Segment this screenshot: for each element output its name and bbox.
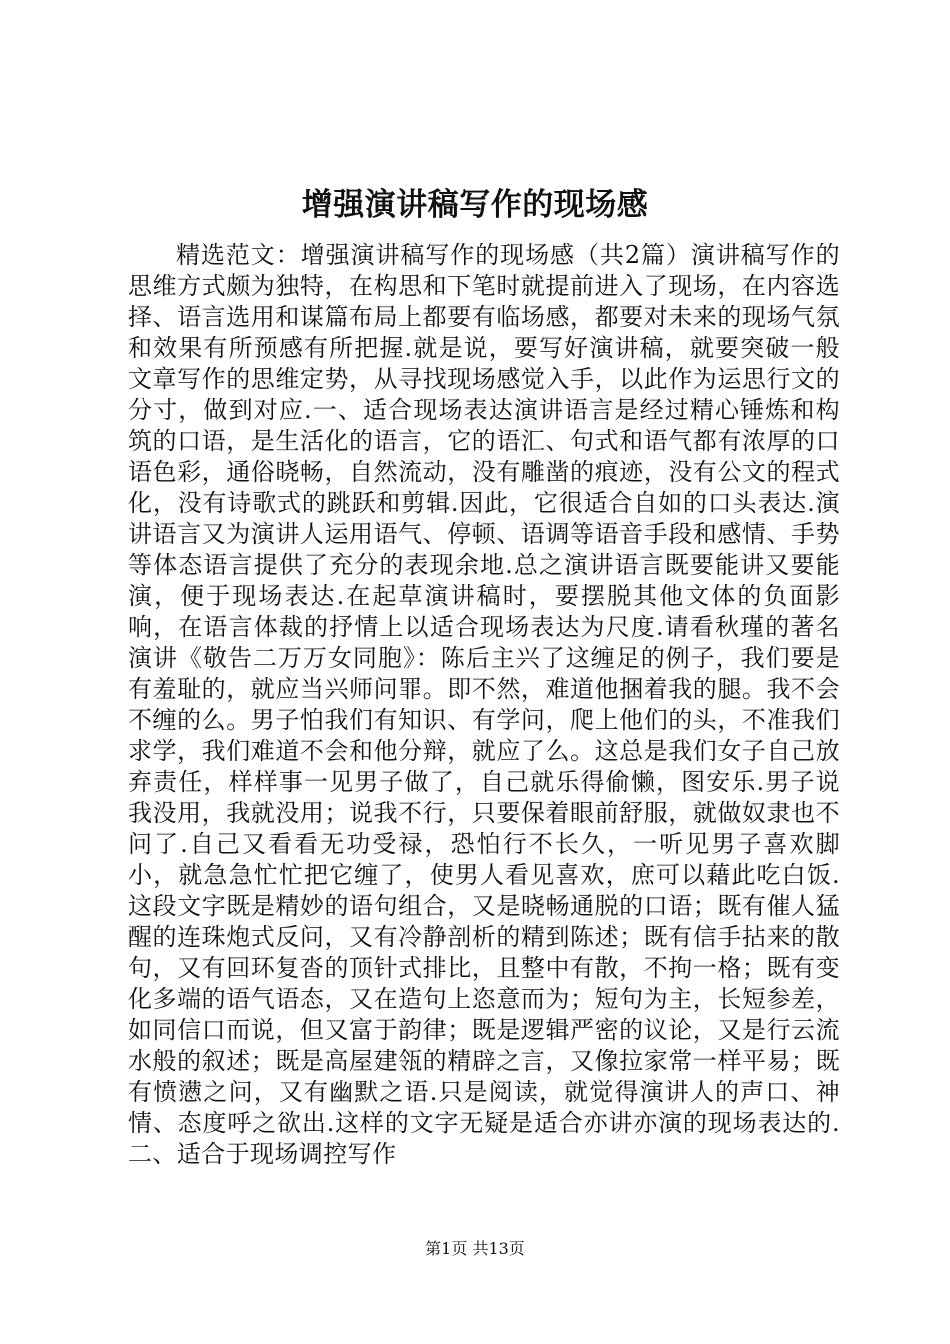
page-footer: 第1页 共13页	[425, 1239, 525, 1258]
document-title: 增强演讲稿写作的现场感	[301, 187, 649, 223]
body-paragraph: 精选范文：增强演讲稿写作的现场感（共2篇）演讲稿写作的思维方式颇为独特，在构思和下笔时就提前进入了现场，在内容选择、语言选用和谋篇布局上都要有临场感，都要对未来的现场气氛和效果有所预感有所把握.就是说，要写好演讲稿，就要突破一般文章写作的思维定势，从寻找现场感觉入手，以此作为运思行文的分寸，做到对应.一、适合现场表达演讲语言是经过精心锤炼和构筑的口语，是生活化的语言，它的语汇、句式和语气都有浓厚的口语色彩，通俗晓畅，自然流动，没有雕凿的痕迹，没有公文的程式化，没有诗歌式的跳跃和剪辑.因此，它很适合自如的口头表达.演讲语言又为演讲人运用语气、停顿、语调等语音手段和感情、手势等体态语言提供了充分的表现余地.总之演讲语言既要能讲又要能演，便于现场表达.在起草演讲稿时，要摆脱其他文体的负面影响，在语言体裁的抒情上以适合现场表达为尺度.请看秋瑾的著名演讲《敬告二万万女同胞》：陈后主兴了这缠足的例子，我们要是有羞耻的，就应当兴师问罪。即不然，难道他捆着我的腿。我不会不缠的么。男子怕我们有知识、有学问，爬上他们的头，不准我们求学，我们难道不会和他分辩，就应了么。这总是我们女子自己放弃责任，样样事一见男子做了，自己就乐得偷懒，图安乐.男子说我没用，我就没用；说我不行，只要保着眼前舒服，就做奴隶也不问了.自己又看看无功受禄，恐怕行不长久，一听见男子喜欢脚小，就急急忙忙把它缠了，使男人看见喜欢，庶可以藉此吃白饭.这段文字既是精妙的语句组合，又是晓畅通脱的口语；既有催人猛醒的连珠炮式反问，又有冷静剖析的精到陈述；既有信手拈来的散句，又有回环复沓的顶针式排比，且整中有散，不拘一格；既有变化多端的语气语态，又在造句上恣意而为；短句为主，长短参差，如同信口而说，但又富于韵律；既是逻辑严密的议论，又是行云流水般的叙述；既是高屋建瓴的精辟之言，又像拉家常一样平易；既有愤懑之问，又有幽默之语.只是阅读，就觉得演讲人的声口、神情、态度呼之欲出.这样的文字无疑是适合亦讲亦演的现场表达的.二、适合于现场调控写作	[128, 241, 840, 1168]
